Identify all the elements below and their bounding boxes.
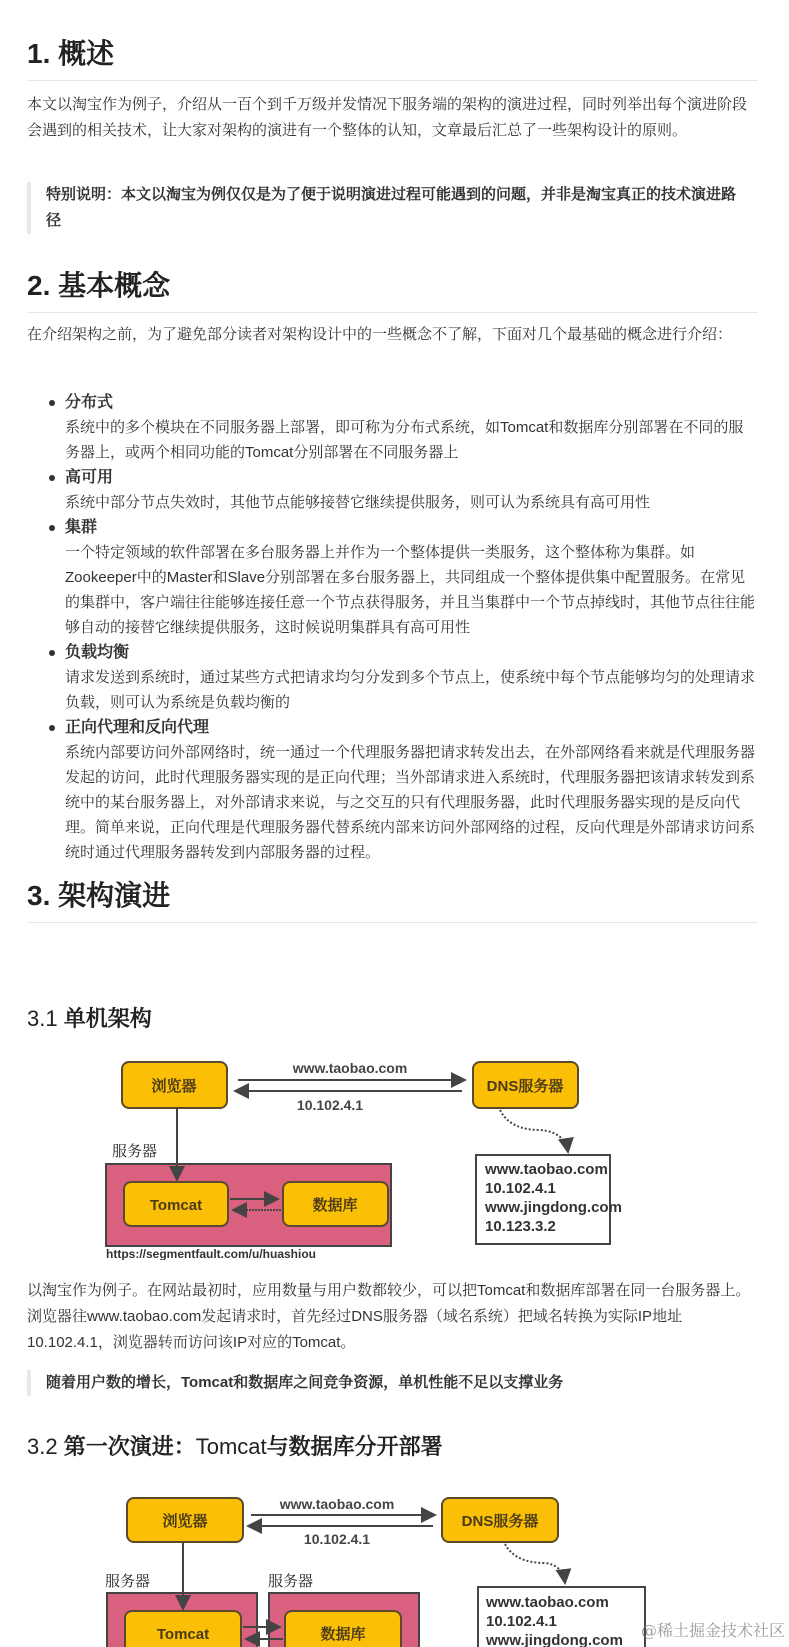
dns-table-row: www.taobao.com (485, 1161, 608, 1178)
heading-number: 1. (27, 38, 51, 69)
concept-definition: 系统中的多个模块在不同服务器上部署，即可称为分布式系统，如Tomcat和数据库分别部署在不同的服务器上，或两个相同功能的Tomcat分别部署在不同服务器上 (65, 419, 744, 461)
heading-number: 3. (27, 880, 51, 911)
dns-table-row: www.taobao.com (486, 1594, 609, 1611)
dns-table-row: 10.102.4.1 (486, 1613, 557, 1630)
heading-architecture-evolution (27, 878, 758, 923)
overview-paragraph: 本文以淘宝作为例子，介绍从一百个到千万级并发情况下服务端的架构的演进过程，同时列举出每个演进阶段会遇到的相关技术，让大家对架构的演进有一个整体的认知，文章最后汇总了一些架构设计的原则。 (27, 96, 748, 139)
concept-definition: 请求发送到系统时，通过某些方式把请求均匀分发到多个节点上，使系统中每个节点能够均匀的处理请求负载，则可认为系统是负载均衡的 (65, 669, 756, 711)
heading-text: 概述 (58, 38, 115, 69)
concept-term: 集群 (65, 519, 98, 536)
list-item (65, 390, 758, 465)
overview-note-blockquote: 特别说明：本文以淘宝为例仅仅是为了便于说明演进过程可能遇到的问题，并非是淘宝真正的技术演进路径 (27, 182, 746, 234)
concept-term: 高可用 (65, 469, 114, 486)
dns-table-row: 10.123.3.2 (485, 1218, 556, 1235)
heading-first-evolution (27, 1432, 443, 1462)
watermark: @稀土掘金技术社区 (640, 1621, 785, 1640)
heading-text-prefix: 第一次演进： (63, 1434, 196, 1459)
concept-definition: 一个特定领域的软件部署在多台服务器上并作为一个整体提供一类服务，这个整体称为集群。如Zookeeper中的Master和Slave分别部署在多台服务器上，共同组成一个整体提供集中配置服务。在常见的集群中，客户端往往能够连接任意一个节点获得服务，并且当集群中一个节点掉线时，其他节点往往能够自动的接替它继续提供服务，这时候说明集群具有高可用性 (65, 544, 756, 636)
heading-text: 基本概念 (58, 270, 171, 301)
heading-text: 架构演进 (58, 880, 171, 911)
list-item (65, 715, 758, 865)
server-label: 服务器 (112, 1143, 158, 1160)
single-machine-paragraph: 以淘宝作为例子。在网站最初时，应用数量与用户数都较少，可以把Tomcat和数据库部署在同一台服务器上。浏览器往www.taobao.com发起请求时，首先经过DNS服务器（域名系统）把域名转换为实际IP地址10.102.4.1，浏览器转而访问该IP对应的Tomcat。 (27, 1282, 751, 1351)
dns-table-row: www.jingdong.com (486, 1632, 623, 1647)
single-machine-diagram (100, 1040, 680, 1260)
concept-term: 正向代理和反向代理 (65, 719, 210, 736)
server-label: 服务器 (105, 1573, 151, 1590)
concept-term: 分布式 (65, 394, 114, 411)
dns-server-label: DNS服务器 (461, 1513, 539, 1530)
browser-label: 浏览器 (162, 1513, 208, 1530)
dns-lookup-arrow (500, 1110, 568, 1152)
heading-overview (27, 36, 758, 81)
diagram-source-link: https://segmentfault.com/u/huashiou (106, 1247, 317, 1260)
heading-text: 单机架构 (63, 1006, 152, 1031)
tomcat-label: Tomcat (149, 1197, 203, 1214)
database-label: 数据库 (320, 1626, 366, 1643)
heading-single-machine (27, 1004, 152, 1034)
separate-deployment-diagram (105, 1475, 705, 1647)
heading-number: 3.2 (27, 1434, 58, 1459)
heading-number: 2. (27, 270, 51, 301)
list-item (65, 465, 758, 515)
list-item (65, 640, 758, 715)
dns-server-label: DNS服务器 (486, 1078, 564, 1095)
dns-lookup-arrow (505, 1544, 565, 1583)
heading-basic-concepts (27, 268, 758, 313)
response-label: 10.102.4.1 (303, 1531, 371, 1547)
server-label: 服务器 (268, 1573, 314, 1590)
concepts-intro: 在介绍架构之前，为了避免部分读者对架构设计中的一些概念不了解，下面对几个最基础的概念进行介绍： (27, 326, 733, 343)
concept-term: 负载均衡 (65, 644, 130, 661)
request-label: www.taobao.com (292, 1060, 408, 1076)
heading-text-tomcat: Tomcat (195, 1434, 267, 1459)
concept-definition: 系统内部要访问外部网络时，统一通过一个代理服务器把请求转发出去，在外部网络看来就是代理服务器发起的访问，此时代理服务器实现的是正向代理；当外部请求进入系统时，代理服务器把该请求转发到系统中的某台服务器上，对外部请求来说，与之交互的只有代理服务器，此时代理服务器实现的是反向代理。简单来说，正向代理是代理服务器代替系统内部来访问外部网络的过程，反向代理是外部请求访问系统时通过代理服务器转发到内部服务器的过程。 (65, 744, 756, 861)
response-label: 10.102.4.1 (296, 1097, 364, 1113)
dns-table-row: www.jingdong.com (485, 1199, 622, 1216)
list-item (65, 515, 758, 640)
heading-text-suffix: 与数据库分开部署 (266, 1434, 443, 1459)
browser-label: 浏览器 (151, 1078, 197, 1095)
request-label: www.taobao.com (279, 1496, 395, 1512)
concept-definition: 系统中部分节点失效时，其他节点能够接替它继续提供服务，则可认为系统具有高可用性 (65, 494, 651, 511)
dns-table-row: 10.102.4.1 (485, 1180, 556, 1197)
single-machine-note-blockquote: 随着用户数的增长，Tomcat和数据库之间竞争资源，单机性能不足以支撑业务 (27, 1370, 746, 1396)
tomcat-label: Tomcat (156, 1626, 210, 1643)
heading-number: 3.1 (27, 1006, 58, 1031)
concepts-list (27, 390, 758, 865)
database-label: 数据库 (312, 1197, 358, 1214)
